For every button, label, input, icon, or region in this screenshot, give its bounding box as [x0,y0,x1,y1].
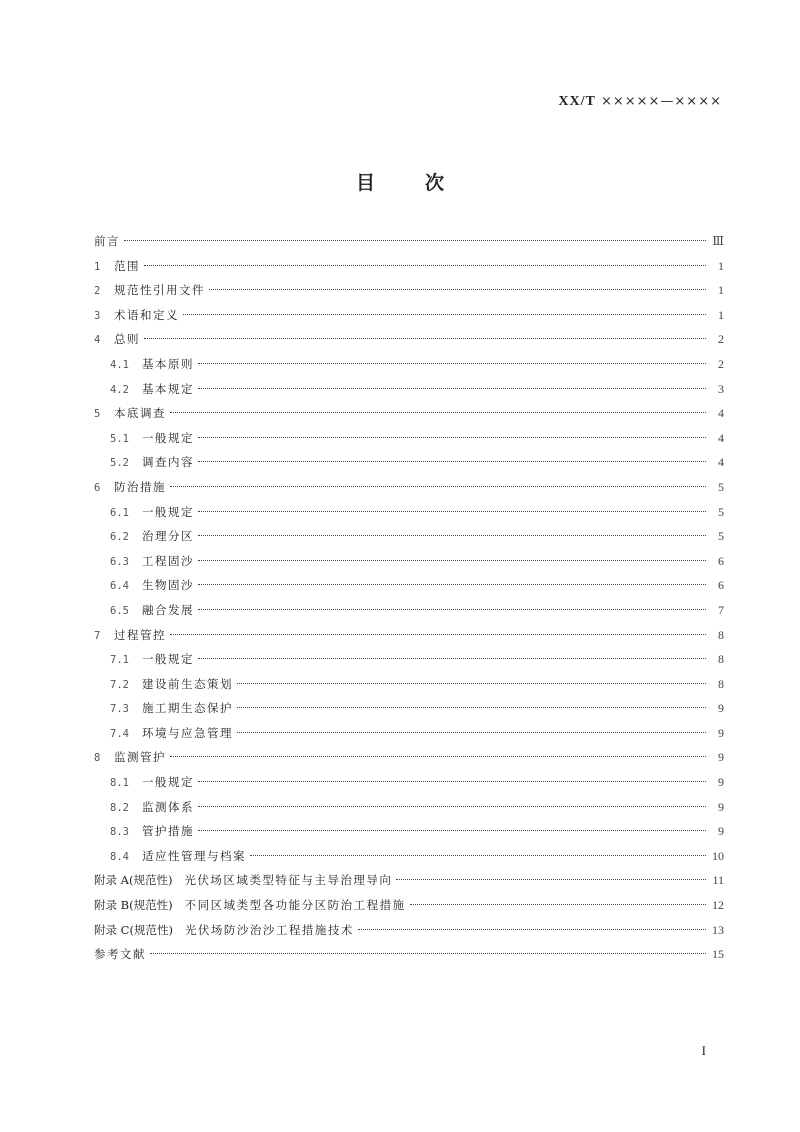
toc-entry[interactable] [94,819,724,844]
toc-entry-label: 建设前生态策划 [142,676,233,691]
toc-entry-label: 基本原则 [142,356,194,371]
dot-leader [150,953,706,954]
toc-entry-page: 6 [718,578,724,593]
toc-entry-page: 10 [712,848,724,863]
dot-leader [144,265,706,266]
toc-entry-page: 4 [718,406,724,421]
dot-leader [170,412,706,413]
toc-entry[interactable] [94,450,724,475]
dot-leader [237,683,706,684]
dot-leader [170,756,706,757]
toc-entry[interactable] [94,696,724,721]
dot-leader [183,314,706,315]
toc-entry-label: 范围 [114,258,140,273]
dot-leader [209,289,706,290]
toc-entry[interactable] [94,942,724,967]
toc-entry[interactable] [94,721,724,746]
toc-entry-number: 6.3 [110,555,129,568]
toc-entry-page: 4 [718,455,724,470]
dot-leader [198,806,706,807]
toc-entry-label: 调查内容 [142,455,194,470]
toc-entry-label: 环境与应急管理 [142,725,233,740]
toc-entry-number: 6.1 [110,506,129,519]
toc-entry-label: 适应性管理与档案 [142,848,246,863]
toc-entry-number: 8.1 [110,777,129,790]
page-title [0,168,800,195]
dot-leader [198,388,706,389]
toc-entry[interactable] [94,549,724,574]
toc-entry-number: 1 [94,260,101,273]
toc-entry-label: 本底调查 [114,406,166,421]
toc-entry-label: 过程管控 [114,627,166,642]
toc-entry[interactable] [94,426,724,451]
toc-entry-page: 7 [718,602,724,617]
dot-leader [198,461,706,462]
toc-entry-page: 5 [718,479,724,494]
toc-entry-label: 治理分区 [142,529,194,544]
toc-entry[interactable] [94,868,724,893]
toc-entry[interactable] [94,352,724,377]
toc-entry-page: 9 [718,799,724,814]
toc-entry-page: 6 [718,553,724,568]
page-number: I [701,1043,706,1058]
toc-entry-number: 2 [94,285,101,298]
toc-entry-number: 7.2 [110,678,129,691]
dot-leader [198,437,706,438]
toc-entry[interactable] [94,598,724,623]
toc-entry-number: 8.4 [110,850,129,863]
toc-entry-number: 3 [94,309,101,322]
toc-entry[interactable] [94,893,724,918]
toc-entry-page: 1 [718,283,724,298]
toc-entry-label: 管护措施 [142,824,194,839]
toc-entry-page: 9 [718,775,724,790]
toc-entry-label: 一般规定 [142,652,194,667]
dot-leader [358,929,706,930]
toc-entry[interactable] [94,745,724,770]
toc-entry-page: 8 [718,652,724,667]
toc-entry-number: 4.1 [110,358,129,371]
toc-entry-label: 一般规定 [142,504,194,519]
toc-entry-number: 附录 C(规范性) [94,922,173,937]
dot-leader [198,830,706,831]
toc-entry-page: 8 [718,676,724,691]
toc-entry-page: Ⅲ [712,234,724,248]
dot-leader [250,855,706,856]
dot-leader [410,904,706,905]
toc-entry-page: 2 [718,356,724,371]
dot-leader [237,707,706,708]
dot-leader [198,609,706,610]
dot-leader [124,240,706,241]
toc-entry[interactable] [94,573,724,598]
dot-leader [198,658,706,659]
dot-leader [170,486,706,487]
toc-entry[interactable] [94,254,724,279]
toc-entry[interactable] [94,500,724,525]
toc-entry-label: 前言 [94,234,120,248]
toc-entry[interactable] [94,524,724,549]
toc-entry-number: 7.4 [110,727,129,740]
dot-leader [198,781,706,782]
standard-code [558,94,722,110]
dot-leader [198,584,706,585]
toc-entry-page: 4 [718,430,724,445]
toc-entry-label: 术语和定义 [114,307,179,322]
toc-entry-number: 6.4 [110,580,129,593]
toc-entry-number: 6 [94,481,101,494]
toc-entry-number: 7.3 [110,703,129,716]
toc-entry-label: 光伏场区域类型特征与主导治理导向 [184,873,393,888]
table-of-contents [94,229,724,967]
toc-entry-label: 融合发展 [142,602,194,617]
standard-prefix: XX/T [558,94,596,109]
standard-number: ×××××—×××× [600,94,722,109]
title-char-1: 目 [355,172,375,194]
toc-entry-page: 9 [718,750,724,765]
dot-leader [198,535,706,536]
toc-entry-label: 生物固沙 [142,578,194,593]
toc-entry[interactable] [94,795,724,820]
toc-entry-number: 6.2 [110,531,129,544]
toc-entry-number: 4.2 [110,383,129,396]
toc-entry-label: 基本规定 [142,381,194,396]
toc-entry-page: 13 [712,922,724,937]
toc-entry-page: 1 [718,307,724,322]
toc-entry-number: 7.1 [110,654,129,667]
dot-leader [396,879,706,880]
toc-entry-label: 总则 [114,332,140,347]
toc-entry-label: 工程固沙 [142,553,194,568]
toc-entry-page: 1 [718,258,724,273]
toc-entry-number: 5.1 [110,432,129,445]
toc-entry-label: 规范性引用文件 [114,283,205,298]
toc-entry-label: 光伏场防沙治沙工程措施技术 [184,922,354,937]
toc-entry-number: 6.5 [110,604,129,617]
toc-entry[interactable] [94,278,724,303]
toc-entry[interactable] [94,672,724,697]
toc-entry[interactable] [94,401,724,426]
toc-entry-number: 8.3 [110,826,129,839]
toc-entry[interactable] [94,229,724,254]
toc-entry-page: 5 [718,529,724,544]
toc-entry-page: 11 [712,873,724,888]
toc-entry[interactable] [94,475,724,500]
toc-entry[interactable] [94,377,724,402]
toc-entry-number: 5.2 [110,457,129,470]
toc-entry-number: 7 [94,629,101,642]
dot-leader [237,732,706,733]
toc-entry-label: 监测管护 [114,750,166,765]
toc-entry[interactable] [94,844,724,869]
toc-entry[interactable] [94,647,724,672]
toc-entry-page: 12 [712,898,724,913]
toc-entry-number: 附录 B(规范性) [94,898,173,913]
toc-entry-label: 参考文献 [94,947,146,962]
dot-leader [198,363,706,364]
dot-leader [198,511,706,512]
dot-leader [144,338,706,339]
toc-entry-number: 4 [94,334,101,347]
toc-entry-label: 防治措施 [114,479,166,494]
toc-entry-page: 9 [718,725,724,740]
toc-entry-number: 5 [94,408,101,421]
title-char-2: 次 [425,172,445,194]
dot-leader [198,560,706,561]
toc-entry-label: 不同区域类型各功能分区防治工程措施 [184,898,406,913]
toc-entry-page: 5 [718,504,724,519]
toc-entry-page: 9 [718,701,724,716]
toc-entry[interactable] [94,623,724,648]
toc-entry-page: 3 [718,381,724,396]
toc-entry-page: 2 [718,332,724,347]
toc-entry[interactable] [94,327,724,352]
toc-entry-page: 15 [712,947,724,962]
dot-leader [170,634,706,635]
toc-entry-label: 一般规定 [142,775,194,790]
toc-entry-page: 8 [718,627,724,642]
toc-entry-label: 一般规定 [142,430,194,445]
toc-entry-number: 8 [94,752,101,765]
toc-entry-number: 附录 A(规范性) [94,873,173,888]
toc-entry-label: 监测体系 [142,799,194,814]
toc-entry-page: 9 [718,824,724,839]
toc-entry-number: 8.2 [110,801,129,814]
toc-entry[interactable] [94,918,724,943]
toc-entry-label: 施工期生态保护 [142,701,233,716]
toc-entry[interactable] [94,303,724,328]
toc-entry[interactable] [94,770,724,795]
